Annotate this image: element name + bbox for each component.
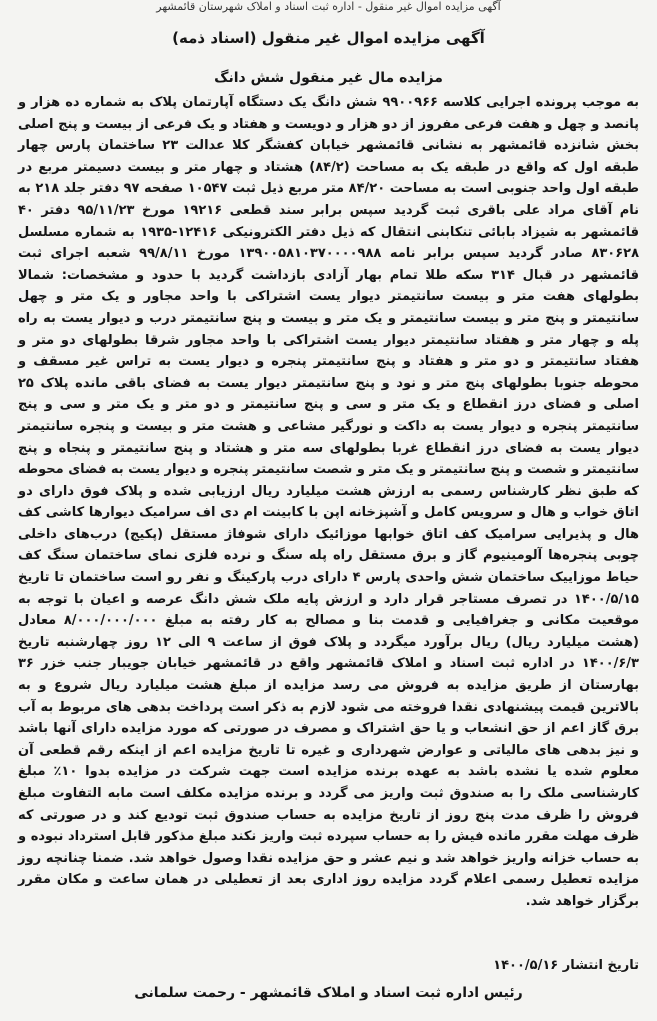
header-strip: آگهی مزایده اموال غیر منقول - اداره ثبت اسناد و املاک شهرستان قائمشهر <box>156 0 501 13</box>
publication-date: تاریخ انتشار ۱۴۰۰/۵/۱۶ <box>493 958 639 973</box>
notice-body-text: به موجب پرونده اجرایی کلاسه ۹۹۰۰۹۶۶ شش دانگ یک دستگاه آپارتمان پلاک به شماره ده هزار و پانصد و چهل و هفت فرعی مفروز از دو هزار و دویست و هفتاد و یک فرعی از بیست و پنج اصلی بخش شانزده قائمشهر به نشانی قائمشهر خیابان کفشگر کلا عدالت ۲۳ ساختمان پارس چهار طبقه اول که واقع در طبقه یک به مساحت (۸۴/۲) هشتاد و چهار متر و بیست دسیمتر مربع در طبقه اول واحد جنوبی است به مساحت ۸۴/۲۰ متر مربع ذیل ثبت ۱۰۵۴۷ صفحه ۹۷ دفتر جلد ۲۱۸ به نام آقای مراد علی باقری ثبت گردید سپس برابر سند قطعی ۱۹۲۱۶ مورخ ۹۵/۱۱/۲۳ دفتر ۴۰ قائمشهر به شیزاد بابائی تنکابنی انتقال که ذیل دفتر الکترونیکی ۱۲۴۱۶-۱۹۳۵ به شماره مسلسل ۸۳۰۶۲۸ صادر گردید سپس برابر نامه ۱۳۹۰۰۵۸۱۰۳۷۰۰۰۰۹۸۸ مورخ ۹۹/۸/۱۱ شعبه اجرای ثبت قائمشهر در قبال ۳۱۴ سکه طلا تمام بهار آزادی بازداشت گردید با حدود و مشخصات: شمالا بطولهای هفت متر و بیست سانتیمتر دیوار یست اشتراکی با واحد مجاور و یک متر و چهل سانتیمتر و پنج متر و بیست سانتیمتر و یک متر و بیست و پنج سانتیمتر درب و دیوار یست به راه پله و چهار متر و هفتاد سانتیمتر دیوار یست اشتراکی با واحد مجاور شرقا بطولهای دو متر و هفتاد سانتیمتر و دو متر و هفتاد و پنج سانتیمتر پنجره و دیوار یست به تراس غیر مسقف و محوطه جنوبا بطولهای پنج متر و نود و پنج سانتیمتر دیوار یست به فضای باقی مانده پلاک ۲۵ اصلی و فضای درز انقطاع و یک متر و سی و پنج سانتیمتر و دو متر و یک متر و سی و پنج سانتیمتر پنجره و دیوار یست به داکت و نورگیر مشاعی و هشت متر و بیست و پنجره سانتیمتر دیوار یست به فضای درز انقطاع غربا بطولهای سه متر و هشتاد و پنج سانتیمتر و پنجاه و پنج سانتیمتر و شصت و پنج سانتیمتر و یک متر و شصت سانتیمتر پنجره و دیوار یست به فضای محوطه که طبق نظر کارشناس رسمی به ارزش هشت میلیارد ریال ارزیابی شده و پلاک فوق دارای دو اتاق خواب و هال و سرویس کامل و آشپزخانه اپن با کابینت ام دی اف سرامیک دیوارها کاشی کف هال و پذیرایی سرامیک کف اتاق خوابها موزائیک دارای شوفاژ مستقل (پکیج) درب‌های داخلی چوبی پنجره‌ها آلومینیوم گاز و برق مستقل راه پله سنگ و نرده فلزی نمای ساختمان سنگ کف حیاط موزاییک ساختمان شش واحدی پارس ۴ دارای درب پارکینگ و نفر رو است ساختمان تا تاریخ ۱۴۰۰/۵/۱۵ در تصرف مستاجر قرار دارد و ارزش پایه ملک شش دانگ عرصه و اعیان با توجه به موقعیت مکانی و جغرافیایی و قدمت بنا و مصالح به کار رفته به مبلغ ۸/۰۰۰/۰۰۰/۰۰۰ معادل (هشت میلیارد ریال) ریال برآورد میگردد و پلاک فوق از ساعت ۹ الی ۱۲ روز چهارشنبه تاریخ ۱۴۰۰/۶/۳ در اداره ثبت اسناد و املاک قائمشهر واقع در قائمشهر خیابان جویبار جنب خزر ۳۶ بهارستان از طریق مزایده به فروش می رسد مزایده از مبلغ هشت میلیارد ریال شروع و به بالاترین قیمت پیشنهادی نقدا فروخته می شود لازم به ذکر است پرداخت بدهی های مربوط به آب برق گاز اعم از حق انشعاب و یا حق اشتراک و مصرف در صورتی که مورد مزایده دارای آنها باشد و نیز بدهی های مالیاتی و عوارض شهرداری و غیره تا تاریخ مزایده اعم از اینکه رقم قطعی آن معلوم شده یا نشده باشد به عهده برنده مزایده است جهت شرکت در مزایده بدوا ۱۰٪ مبلغ کارشناسی ملک را به صندوق ثبت واریز می گردد و برنده مزایده مکلف است مابه التفاوت مبلغ فروش را ظرف مدت پنج روز از تاریخ مزایده به حساب صندوق ثبت تودیع کند و در صورتی که ظرف مهلت مقرر مانده فیش را به حساب سپرده ثبت واریز نکند مبلغ مذکور قابل استرداد نبوده و به حساب خزانه واریز خواهد شد و نیم عشر و حق مزایده نقدا وصول خواهد شد. ضمنا چنانچه روز مزایده تعطیل رسمی اعلام گردد مزایده روز اداری بعد از تعطیلی در همان ساعت و مکان مقرر برگزار خواهد شد. <box>18 95 640 909</box>
notice-body <box>18 92 639 913</box>
signature-line: رئیس اداره ثبت اسناد و املاک قائمشهر - رحمت سلمانی <box>134 985 523 1001</box>
notice-title: آگهی مزایده اموال غیر منقول (اسناد ذمه) <box>172 29 485 47</box>
notice-subtitle: مزایده مال غیر منقول شش دانگ <box>214 70 443 86</box>
